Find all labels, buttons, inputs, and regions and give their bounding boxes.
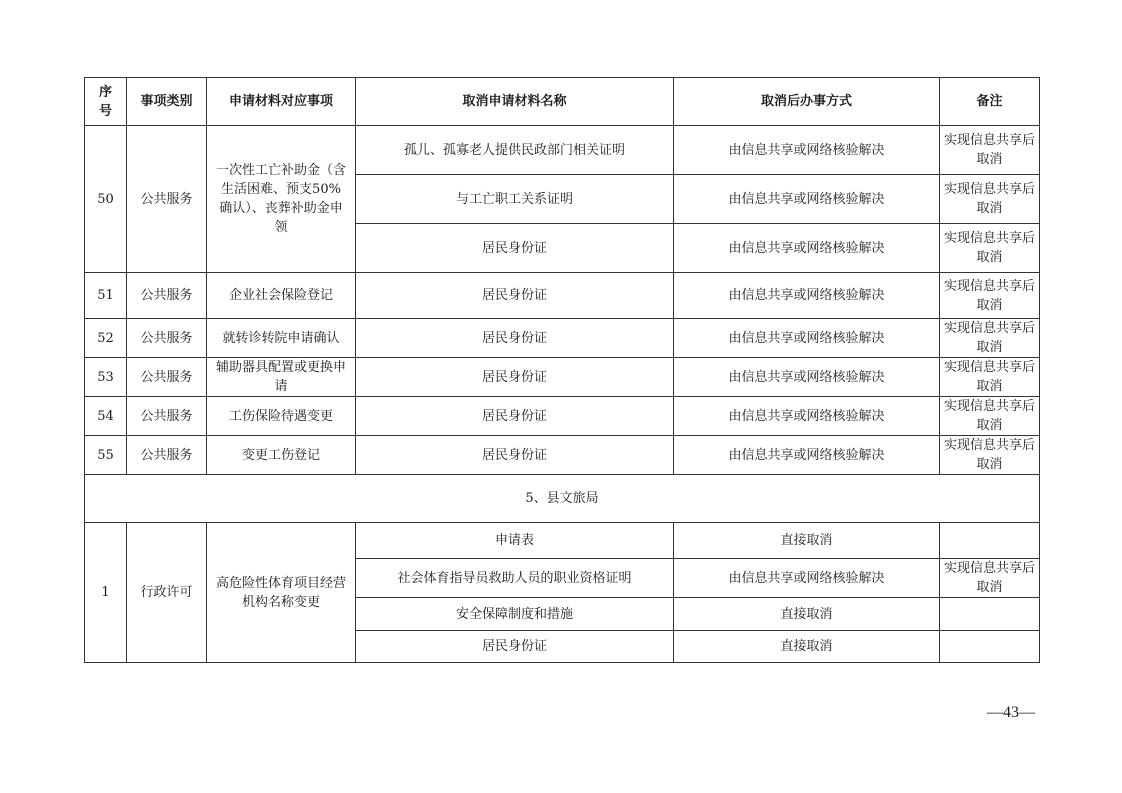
header-remark: 备注 [940, 78, 1040, 126]
row-material: 居民身份证 [356, 319, 674, 358]
row-category: 公共服务 [127, 358, 207, 397]
row-category: 公共服务 [127, 436, 207, 475]
section-row [85, 475, 1040, 523]
row-material: 居民身份证 [356, 436, 674, 475]
row-matter: 企业社会保险登记 [207, 273, 356, 319]
row-material: 与工亡职工关系证明 [356, 175, 674, 224]
row-no: 53 [85, 358, 127, 397]
table-row [85, 273, 1040, 319]
section-title: 5、县文旅局 [85, 475, 1040, 523]
row-no: 50 [85, 126, 127, 273]
row-method: 由信息共享或网络核验解决 [674, 319, 940, 358]
header-material: 取消申请材料名称 [356, 78, 674, 126]
row-method: 由信息共享或网络核验解决 [674, 175, 940, 224]
row-material: 居民身份证 [356, 273, 674, 319]
row-method: 直接取消 [674, 598, 940, 631]
row-remark: 实现信息共享后取消 [940, 358, 1040, 397]
table-row [85, 436, 1040, 475]
row-material: 安全保障制度和措施 [356, 598, 674, 631]
row-material: 社会体育指导员救助人员的职业资格证明 [356, 559, 674, 598]
row-matter: 变更工伤登记 [207, 436, 356, 475]
row-no: 55 [85, 436, 127, 475]
row-method: 由信息共享或网络核验解决 [674, 358, 940, 397]
row-matter: 就转诊转院申请确认 [207, 319, 356, 358]
row-method: 由信息共享或网络核验解决 [674, 397, 940, 436]
row-method: 由信息共享或网络核验解决 [674, 126, 940, 175]
row-remark [940, 598, 1040, 631]
row-material: 居民身份证 [356, 358, 674, 397]
table-row [85, 319, 1040, 358]
page-number: —43— [987, 704, 1035, 721]
row-remark: 实现信息共享后取消 [940, 126, 1040, 175]
row-remark: 实现信息共享后取消 [940, 436, 1040, 475]
row-method: 由信息共享或网络核验解决 [674, 436, 940, 475]
row-matter: 高危险性体育项目经营机构名称变更 [207, 523, 356, 663]
row-material: 居民身份证 [356, 224, 674, 273]
header-matter: 申请材料对应事项 [207, 78, 356, 126]
table-row [85, 126, 1040, 175]
row-category: 公共服务 [127, 126, 207, 273]
row-category: 公共服务 [127, 273, 207, 319]
row-category: 公共服务 [127, 319, 207, 358]
row-matter: 一次性工亡补助金（含生活困难、预支50%确认）、丧葬补助金申领 [207, 126, 356, 273]
row-category: 公共服务 [127, 397, 207, 436]
row-no: 51 [85, 273, 127, 319]
row-material: 居民身份证 [356, 631, 674, 663]
row-no: 1 [85, 523, 127, 663]
row-remark [940, 631, 1040, 663]
row-material: 孤儿、孤寡老人提供民政部门相关证明 [356, 126, 674, 175]
table-header-row [85, 78, 1040, 126]
row-remark: 实现信息共享后取消 [940, 224, 1040, 273]
row-remark [940, 523, 1040, 559]
row-category: 行政许可 [127, 523, 207, 663]
materials-table [84, 77, 1040, 663]
row-matter: 工伤保险待遇变更 [207, 397, 356, 436]
row-remark: 实现信息共享后取消 [940, 319, 1040, 358]
row-matter: 辅助器具配置或更换申请 [207, 358, 356, 397]
row-method: 由信息共享或网络核验解决 [674, 273, 940, 319]
row-material: 居民身份证 [356, 397, 674, 436]
table-row [85, 523, 1040, 559]
row-material: 申请表 [356, 523, 674, 559]
header-no: 序号 [85, 78, 127, 126]
row-remark: 实现信息共享后取消 [940, 559, 1040, 598]
table-row [85, 358, 1040, 397]
row-remark: 实现信息共享后取消 [940, 175, 1040, 224]
row-no: 54 [85, 397, 127, 436]
header-category: 事项类别 [127, 78, 207, 126]
table-row [85, 397, 1040, 436]
row-remark: 实现信息共享后取消 [940, 397, 1040, 436]
row-remark: 实现信息共享后取消 [940, 273, 1040, 319]
row-method: 由信息共享或网络核验解决 [674, 224, 940, 273]
row-no: 52 [85, 319, 127, 358]
row-method: 直接取消 [674, 631, 940, 663]
header-method: 取消后办事方式 [674, 78, 940, 126]
row-method: 直接取消 [674, 523, 940, 559]
row-method: 由信息共享或网络核验解决 [674, 559, 940, 598]
